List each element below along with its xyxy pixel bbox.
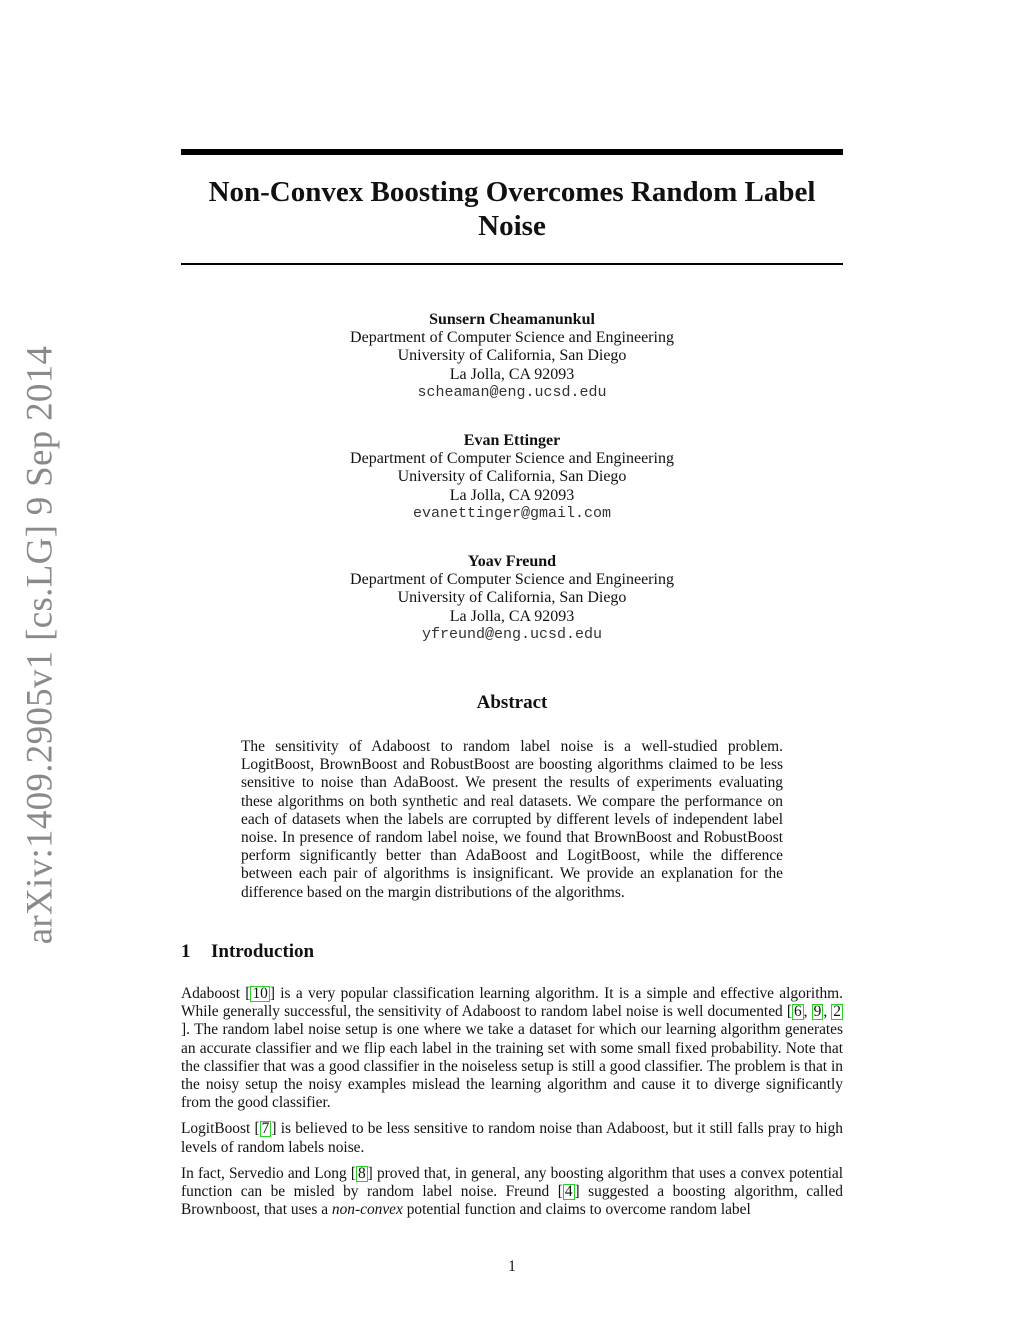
- section-title: Introduction: [211, 941, 315, 962]
- author-university: University of California, San Diego: [397, 468, 627, 486]
- author-department: Department of Computer Science and Engineering: [350, 571, 674, 589]
- paragraph-1: Adaboost [ 10 ] is a very popular classification learning algorithm. It is a simple and effective algorithm. While generally successful, the sensitivity of Adaboost to random label noise is well documented [ 6 , 9 , 2]. The random label noise setup is one where we take a dataset for which our learning algorithm generates an accurate classifier and we flip each label in the training set with some small fixed probability. Note that the classifier that was a good classifier in the noiseless setup is still a good classifier. The problem is that in the noisy setup the noisy examples mislead the learning algorithm and cause it to diverge significantly from the good classifier.: [181, 985, 843, 1112]
- author-university: University of California, San Diego: [397, 347, 627, 365]
- paragraph-3: In fact, Servedio and Long [ 8 ] proved that, in general, any boosting algorithm that uses a convex potential function can be misled by random label noise. Freund [ 4 ] suggested a boosting algorithm, called Brownboost, that uses a non-convex potential function and claims to overcome random label: [181, 1164, 843, 1219]
- page-number: 1: [508, 1258, 516, 1275]
- author-university: University of California, San Diego: [397, 589, 627, 607]
- citation-link[interactable]: 6: [793, 1003, 802, 1021]
- paper-title: Non-Convex Boosting Overcomes Random Label Noise: [208, 176, 816, 242]
- author-email: yfreund@eng.ucsd.edu: [421, 625, 603, 643]
- citation-link[interactable]: 4: [564, 1183, 573, 1201]
- text-run: is a very popular classification learning algorithm. It is a simple and effective algorithm. While generally successful, the sensitivity of Adaboost to random label noise is well documented [: [181, 985, 843, 1021]
- section-number: 1: [181, 941, 191, 962]
- author-name: Evan Ettinger: [463, 432, 561, 450]
- section-heading: [181, 941, 314, 963]
- text-run: In fact, Servedio and Long: [181, 1164, 351, 1182]
- text-run: suggested a boosting algorithm, called Brownboost, that uses a: [181, 1183, 843, 1219]
- author-block: [181, 311, 843, 674]
- author-city: La Jolla, CA 92093: [449, 607, 575, 625]
- paragraph-2: LogitBoost [ 7 ] is believed to be less sensitive to random noise than Adaboost, but it still falls pray to high levels of random labels noise.: [181, 1120, 843, 1156]
- author-email: evanettinger@gmail.com: [412, 504, 612, 522]
- author-2: [181, 432, 843, 523]
- arxiv-identifier: arXiv:1409.2905v1 [cs.LG] 9 Sep 2014: [19, 345, 61, 945]
- text-run: Adaboost: [181, 985, 246, 1002]
- citation-link[interactable]: 10: [252, 985, 268, 1002]
- citation-link[interactable]: 9: [813, 1003, 822, 1021]
- author-name: Sunsern Cheamanunkul: [429, 311, 595, 328]
- text-run: proved that, in general, any boosting algorithm that uses a convex potential function can be misled by random label noise. Freund: [181, 1164, 843, 1201]
- text-run: ,: [803, 1003, 812, 1021]
- author-department: Department of Computer Science and Engineering: [350, 450, 674, 468]
- citation-link[interactable]: 8: [357, 1164, 366, 1182]
- author-email: scheaman@eng.ucsd.edu: [417, 383, 607, 401]
- author-city: La Jolla, CA 92093: [449, 365, 575, 383]
- citation-link[interactable]: 7: [261, 1120, 270, 1138]
- author-3: [181, 553, 843, 644]
- emphasis-text: non-convex: [331, 1201, 403, 1219]
- text-run: ]. The random label noise setup is one where we take a dataset for which our learning algorithm generates an accurate classifier and we flip each label in the training set with some small fixed probability. Note that the classifier that was a good classifier in the noiseless setup is still a good classifier. The problem is that in the noisy setup the noisy examples mislead the learning algorithm and cause it to diverge significantly from the good classifier.: [181, 1021, 843, 1112]
- text-run: ,: [823, 1003, 832, 1021]
- abstract-heading: Abstract: [476, 692, 548, 713]
- title-top-rule: [181, 149, 843, 155]
- author-city: La Jolla, CA 92093: [449, 486, 575, 504]
- author-department: Department of Computer Science and Engineering: [350, 329, 674, 347]
- text-run: LogitBoost: [181, 1120, 255, 1138]
- citation-link[interactable]: 2: [833, 1003, 841, 1021]
- text-run: is believed to be less sensitive to random noise than Adaboost, but it still falls pray to high levels of random labels noise.: [181, 1120, 843, 1156]
- text-run: potential function and claims to overcome random label: [402, 1201, 751, 1219]
- author-1: [181, 311, 843, 402]
- title-bottom-rule: [181, 263, 843, 265]
- abstract-text: The sensitivity of Adaboost to random label noise is a well-studied problem. LogitBoost, BrownBoost and RobustBoost are boosting algorithms claimed to be less sensitive to noise than AdaBoost. We present the results of experiments evaluating these algorithms on both synthetic and real datasets. We compare the performance on each of datasets when the labels are corrupted by different levels of independent label noise. In presence of random label noise, we found that BrownBoost and RobustBoost perform significantly better than AdaBoost and LogitBoost, while the difference between each pair of algorithms is insignificant. We provide an explanation for the difference based on the margin distributions of the algorithms.: [241, 738, 783, 901]
- body-text: [181, 985, 843, 1227]
- author-name: Yoav Freund: [467, 553, 557, 571]
